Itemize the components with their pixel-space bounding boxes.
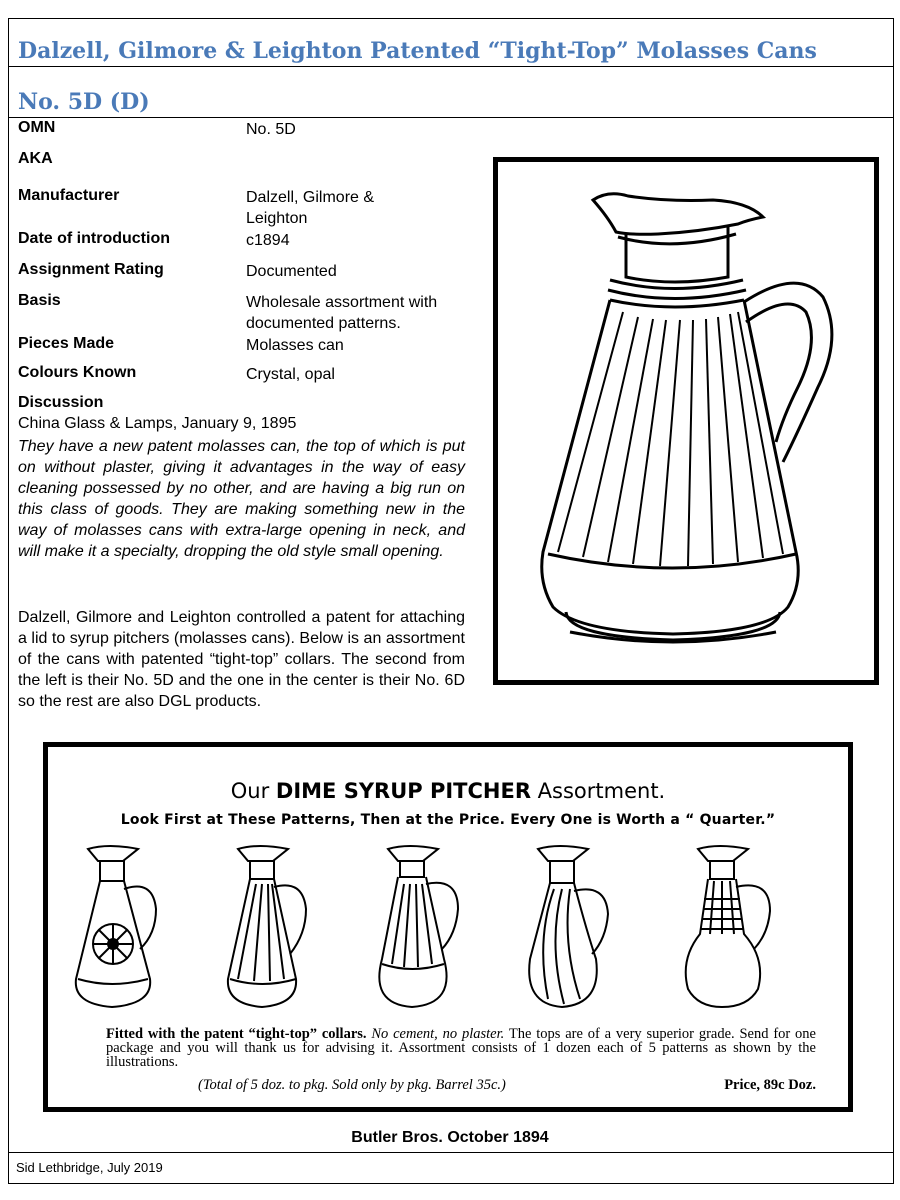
advert-price: Price, 89c Doz. xyxy=(724,1077,816,1093)
advert-subtitle: Look First at These Patterns, Then at the Price. Every One is Worth a “ Quarter.” xyxy=(120,812,776,828)
pitcher-checkered xyxy=(686,846,770,1007)
detail-value: Documented xyxy=(246,263,337,280)
advert-terms: (Total of 5 doz. to pkg. Sold only by pkg. Barrel 35c.) xyxy=(198,1077,506,1093)
discussion-quote: They have a new patent molasses can, the top of which is put on without plaster, giving it advantages in the way of easy cleaning possessed by no other, and are having a big run on this class of goods. They are making something new in the way of molasses cans with extra-large opening in neck, and will make it a specialty, dropping the old style small opening. xyxy=(18,438,465,560)
syrup-pitcher-row xyxy=(68,839,828,1014)
advert-title: Our DIME SYRUP PITCHER Assortment. xyxy=(230,779,666,803)
discussion-paragraph: Dalzell, Gilmore and Leighton controlled a patent for attaching a lid to syrup pitchers (molasses cans). Below is an assortment of the cans with patented “tight-top” collars. The second from the left is their No. 5D and the one in the center is their No. 6D so the rest are also DGL products. xyxy=(18,609,465,710)
detail-label: Assignment Rating xyxy=(18,261,164,278)
discussion-source: China Glass & Lamps, January 9, 1895 xyxy=(18,415,297,432)
detail-label: Basis xyxy=(18,292,61,309)
detail-label: Pieces Made xyxy=(18,335,115,352)
divider xyxy=(8,1152,894,1153)
detail-label: Date of introduction xyxy=(18,230,170,247)
discussion-heading: Discussion xyxy=(18,394,104,411)
butler-bros-advert xyxy=(43,742,853,1112)
pitcher-6d xyxy=(379,846,458,1007)
page-footer: Sid Lethbridge, July 2019 xyxy=(16,1160,163,1175)
pitcher-drawing xyxy=(498,162,874,680)
detail-value: Wholesale assortment with documented patterns. xyxy=(246,294,438,332)
advert-caption: Butler Bros. October 1894 xyxy=(351,1129,549,1146)
detail-label: AKA xyxy=(18,150,53,167)
detail-value: Crystal, opal xyxy=(246,366,335,383)
divider xyxy=(8,117,894,118)
detail-value: Dalzell, Gilmore & Leighton xyxy=(246,189,375,227)
pitcher-sunburst xyxy=(76,846,156,1007)
molasses-can-illustration xyxy=(493,157,879,685)
page-title: Dalzell, Gilmore & Leighton Patented “Tight-Top” Molasses Cans xyxy=(18,38,817,64)
page-subtitle: No. 5D (D) xyxy=(18,89,150,115)
pitcher-5d xyxy=(228,846,306,1007)
detail-label: Colours Known xyxy=(18,364,137,381)
detail-value: No. 5D xyxy=(246,121,296,138)
divider xyxy=(8,66,894,67)
detail-label: Manufacturer xyxy=(18,187,120,204)
pitcher-swirl xyxy=(529,846,608,1007)
detail-label: OMN xyxy=(18,119,56,136)
advert-body: Fitted with the patent “tight-top” collars. No cement, no plaster. The tops are of a very superior grade. Send for one package and you will thank us for advising it. Assortment consists of 1 dozen each of 5 patterns as shown by the illustrations. xyxy=(106,1026,816,1070)
detail-value: c1894 xyxy=(246,232,290,249)
detail-value: Molasses can xyxy=(246,337,344,354)
